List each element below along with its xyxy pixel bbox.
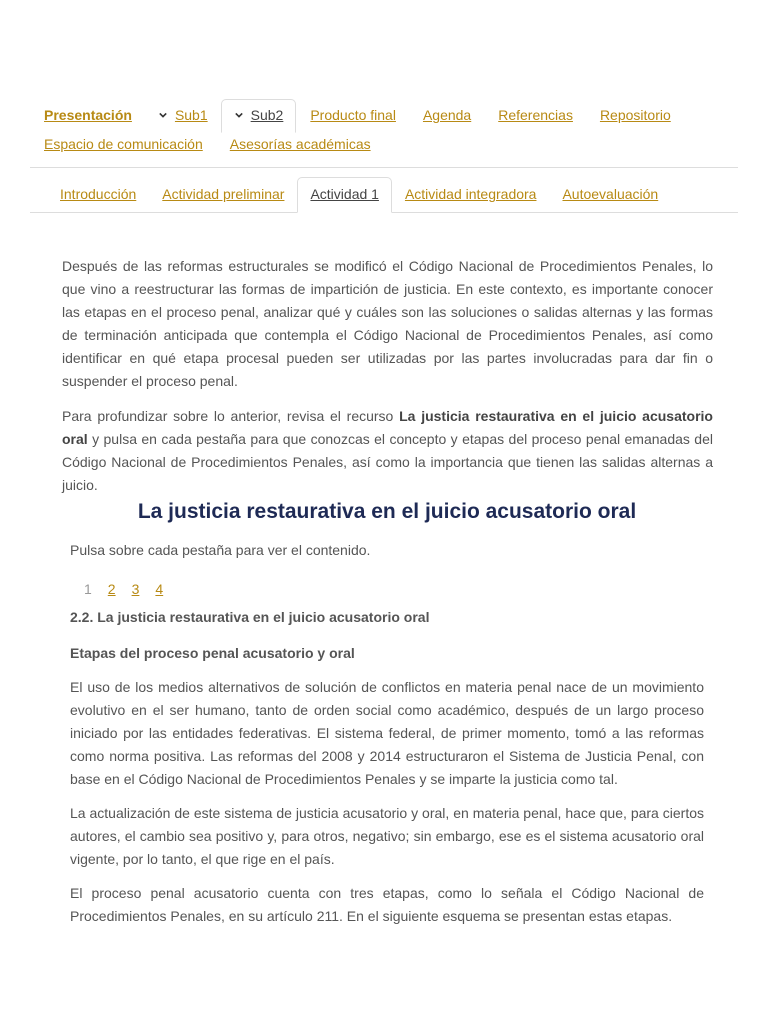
nav-link-asesorias[interactable]: Asesorías académicas [229,136,371,152]
section-subtitle: Etapas del proceso penal acusatorio y oral [70,645,355,661]
primary-nav-row-2 [30,132,738,167]
page-tab-2[interactable] [108,580,116,598]
tab-actividad-preliminar[interactable] [149,186,297,212]
body-paragraph-1: El uso de los medios alternativos de solución de conflictos en materia penal nace de un movimiento evolutivo en el ser humano, tanto de orden social como académico, después de un largo proceso iniciado por las entidades federativas. El sistema federal, de primer momento, tomó a las reformas como norma positiva. Las reformas del 2008 y 2014 estructuraron el Sistema de Justicia Penal, con base en el Código Nacional de Procedimientos Penales y se imparte la justicia como tal. [70,679,704,787]
tab-actividad-1[interactable] [297,177,391,213]
secondary-nav [30,177,738,213]
intro-p2-text-start: Para profundizar sobre lo anterior, revisa el recurso [62,408,400,424]
nav-item-referencias[interactable] [484,107,586,132]
section-title: 2.2. La justicia restaurativa en el juicio acusatorio oral [70,609,430,625]
nav-link-espacio-comunicacion[interactable]: Espacio de comunicación [44,136,203,152]
nav-link-repositorio[interactable]: Repositorio [599,107,671,123]
tab-link-actividad-preliminar[interactable]: Actividad preliminar [162,186,285,202]
page-tab-3[interactable] [132,580,140,598]
body-paragraph-3: El proceso penal acusatorio cuenta con tres etapas, como lo señala el Código Nacional de Procedimientos Penales, en su artículo 211. En el siguiente esquema se presentan estas etapas. [70,885,704,924]
nav-item-sub1[interactable] [145,107,221,132]
nav-item-asesorias[interactable] [216,134,384,152]
intro-p2-text-end: y pulsa en cada pestaña para que conozcas el concepto y etapas del proceso penal emanadas del Código Nacional de Procedimientos Penales, así como la importancia que tienen las salidas alternas a juicio. [62,431,713,493]
resource-body [70,676,704,928]
intro-section [62,255,713,509]
tab-actividad-integradora[interactable] [392,186,550,212]
page-tab-4[interactable] [155,580,163,598]
tab-link-actividad-integradora[interactable]: Actividad integradora [404,186,537,202]
nav-item-sub2[interactable] [221,99,297,133]
body-paragraph-2: La actualización de este sistema de justicia acusatorio y oral, en materia penal, hace que, para ciertos autores, el cambio sea positivo y, para otros, negativo; sin embargo, ese es el sistema acusatorio oral vigente, por lo tanto, el que rige en el país. [70,805,704,867]
tab-link-actividad-1[interactable]: Actividad 1 [310,186,379,202]
nav-item-agenda[interactable] [409,107,484,132]
nav-link-agenda[interactable]: Agenda [422,107,472,123]
nav-link-sub2[interactable]: Sub2 [250,107,284,123]
nav-item-producto-final[interactable] [296,107,409,132]
resource-name-bold: La justicia restaurativa en el juicio acusatorio oral [62,408,713,447]
page-tab-4-link[interactable]: 4 [155,581,164,597]
primary-nav-row-1 [30,96,738,132]
tab-autoevaluacion[interactable] [549,186,671,212]
chevron-down-icon [159,111,167,119]
page-tabs [70,580,704,598]
chevron-down-icon [235,111,243,119]
nav-link-presentacion[interactable]: Presentación [44,107,132,123]
nav-link-producto-final[interactable]: Producto final [310,107,396,123]
resource-title: La justicia restaurativa en el juicio acusatorio oral [137,500,637,523]
intro-paragraph-2 [62,405,713,497]
nav-item-presentacion[interactable] [30,107,145,132]
nav-item-repositorio[interactable] [586,107,684,132]
tab-link-autoevaluacion[interactable]: Autoevaluación [562,186,659,202]
nav-item-espacio-comunicacion[interactable] [30,134,216,152]
page-tab-2-link[interactable]: 2 [107,581,116,597]
resource-section [70,498,704,939]
tab-introduccion[interactable] [30,186,149,212]
nav-link-sub1[interactable]: Sub1 [174,107,208,123]
intro-paragraph-1: Después de las reformas estructurales se modificó el Código Nacional de Procedimientos Penales, lo que vino a reestructurar las formas de impartición de justicia. En este contexto, es importante conocer las etapas en el proceso penal, analizar qué y cuáles son las soluciones o salidas alternas y las formas de terminación anticipada que contempla el Código Nacional de Procedimientos Penales, así como identificar en qué etapa procesal pueden ser utilizadas por las partes involucradas para dar fin o suspender el proceso penal. [62,258,713,389]
primary-nav [30,96,738,168]
tab-link-introduccion[interactable]: Introducción [60,186,137,202]
page-tab-3-link[interactable]: 3 [131,581,140,597]
nav-link-referencias[interactable]: Referencias [498,107,573,123]
page-tab-1[interactable]: 1 [84,581,92,597]
resource-instruction: Pulsa sobre cada pestaña para ver el contenido. [70,542,371,558]
